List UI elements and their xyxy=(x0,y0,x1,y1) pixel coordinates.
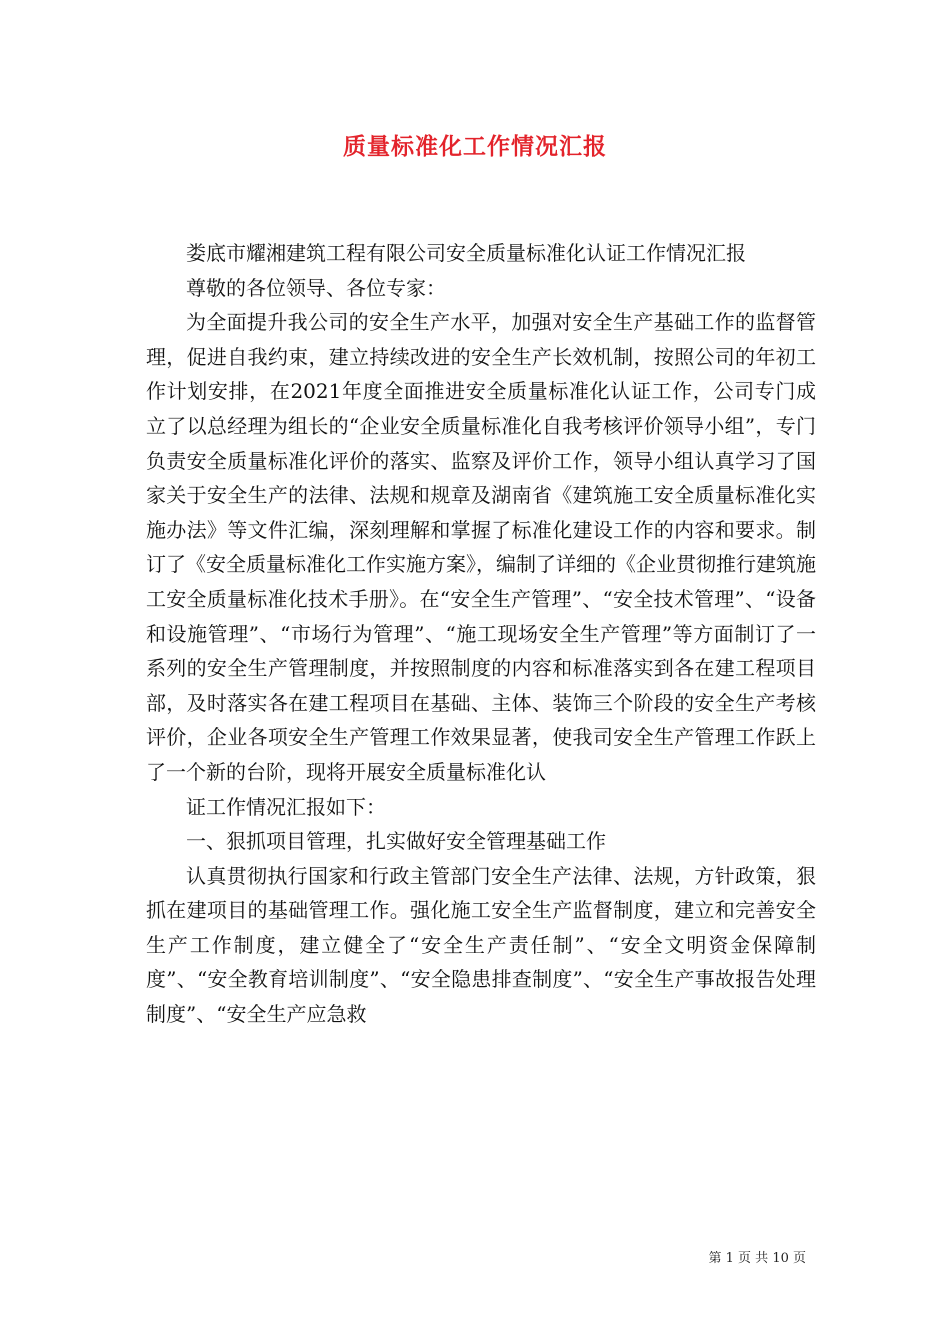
section-1-paragraph: 认真贯彻执行国家和行政主管部门安全生产法律、法规，方针政策，狠抓在建项目的基础管理工作。强化施工安全生产监督制度，建立和完善安全生产工作制度，建立健全了“安全生产责任制”、“安全文明资金保障制度”、“安全教育培训制度”、“安全隐患排查制度”、“安全生产事故报告处理制度”、“安全生产应急救 xyxy=(146,863,816,1027)
report-heading-paragraph: 娄底市耀湘建筑工程有限公司安全质量标准化认证工作情况汇报 xyxy=(186,241,746,265)
document-body xyxy=(146,236,816,1032)
introduction-paragraph: 为全面提升我公司的安全生产水平，加强对安全生产基础工作的监督管理，促进自我约束，建立持续改进的安全生产长效机制，按照公司的年初工作计划安排，在2021年度全面推进安全质量标准化认证工作，公司专门成立了以总经理为组长的“企业安全质量标准化自我考核评价领导小组”，专门负责安全质量标准化评价的落实、监察及评价工作，领导小组认真学习了国家关于安全生产的法律、法规和规章及湖南省《建筑施工安全质量标准化实施办法》等文件汇编，深刻理解和掌握了标准化建设工作的内容和要求。制订了《安全质量标准化工作实施方案》，编制了详细的《企业贯彻推行建筑施工安全质量标准化技术手册》。在“安全生产管理”、“安全技术管理”、“设备和设施管理”、“市场行为管理”、“施工现场安全生产管理”等方面制订了一系列的安全生产管理制度，并按照制度的内容和标准落实到各在建工程项目部，及时落实各在建工程项目在基础、主体、装饰三个阶段的安全生产考核评价，企业各项安全生产管理工作效果显著，使我司安全生产管理工作跃上了一个新的台阶，现将开展安全质量标准化认 xyxy=(146,310,816,784)
document-title: 质量标准化工作情况汇报 xyxy=(343,133,607,160)
continuation-paragraph: 证工作情况汇报如下： xyxy=(186,794,386,819)
section-heading-1: 一、狠抓项目管理，扎实做好安全管理基础工作 xyxy=(186,829,606,854)
salutation-paragraph: 尊敬的各位领导、各位专家： xyxy=(186,275,446,300)
page-number: 第 1 页 共 10 页 xyxy=(708,1251,806,1266)
